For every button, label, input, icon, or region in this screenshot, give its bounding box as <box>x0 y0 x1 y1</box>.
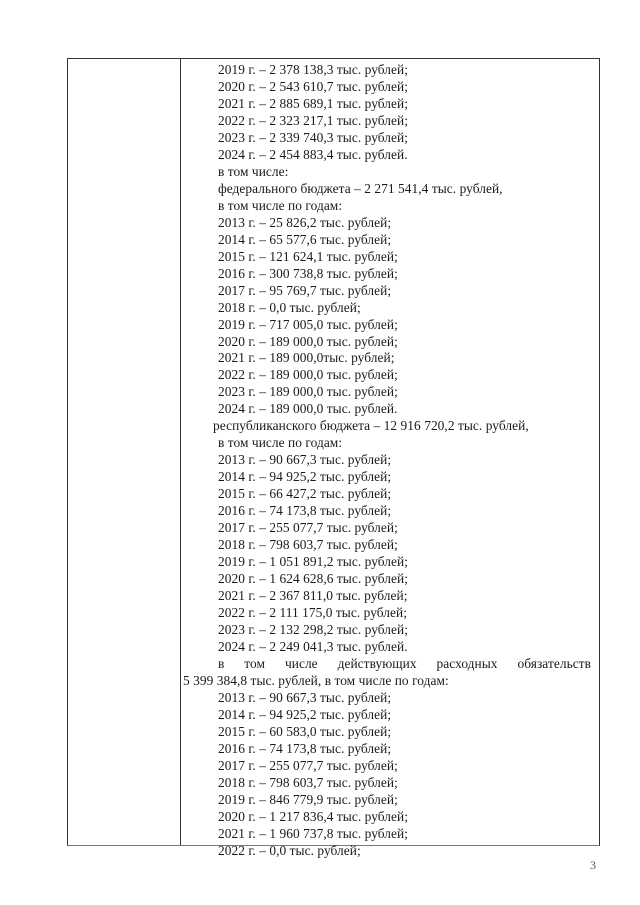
text-line: 2020 г. – 1 624 628,6 тыс. рублей; <box>218 571 409 587</box>
text-line: 2019 г. – 846 779,9 тыс. рублей; <box>218 791 398 807</box>
text-line: в том числе: <box>218 163 289 179</box>
text-line: 2022 г. – 2 323 217,1 тыс. рублей; <box>218 112 409 128</box>
text-line: 2015 г. – 60 583,0 тыс. рублей; <box>218 723 392 739</box>
text-line: республиканского бюджета – 12 916 720,2 тыс. рублей, <box>213 418 529 434</box>
text-line: 2014 г. – 94 925,2 тыс. рублей; <box>218 706 392 722</box>
text-line: 2023 г. – 2 339 740,3 тыс. рублей; <box>218 129 409 145</box>
text-line: 2017 г. – 95 769,7 тыс. рублей; <box>218 282 392 298</box>
text-line: 2017 г. – 255 077,7 тыс. рублей; <box>218 757 398 773</box>
text-line: 2013 г. – 90 667,3 тыс. рублей; <box>218 689 392 705</box>
text-line: 2019 г. – 2 378 138,3 тыс. рублей; <box>218 62 409 77</box>
text-line: 2013 г. – 90 667,3 тыс. рублей; <box>218 452 392 468</box>
text-line: 2021 г. – 1 960 737,8 тыс. рублей; <box>218 825 409 841</box>
text-line: 2022 г. – 0,0 тыс. рублей; <box>218 842 361 858</box>
column-divider <box>180 59 181 845</box>
text-line: 5 399 384,8 тыс. рублей, в том числе по годам: <box>183 672 449 688</box>
text-line: 2020 г. – 2 543 610,7 тыс. рублей; <box>218 78 409 94</box>
text-line: 2014 г. – 94 925,2 тыс. рублей; <box>218 469 392 485</box>
funding-text-cell <box>183 62 591 860</box>
text-line: 2016 г. – 74 173,8 тыс. рублей; <box>218 503 392 519</box>
text-line: 2018 г. – 798 603,7 тыс. рублей; <box>218 537 398 553</box>
text-line: 2019 г. – 717 005,0 тыс. рублей; <box>218 316 398 332</box>
text-line: 2023 г. – 189 000,0 тыс. рублей; <box>218 384 398 400</box>
text-line: в том числе по годам: <box>218 435 343 451</box>
text-line: 2014 г. – 65 577,6 тыс. рублей; <box>218 231 392 247</box>
text-line: 2017 г. – 255 077,7 тыс. рублей; <box>218 520 398 536</box>
text-line: 2019 г. – 1 051 891,2 тыс. рублей; <box>218 554 409 570</box>
text-line: 2015 г. – 121 624,1 тыс. рублей; <box>218 248 398 264</box>
text-line: 2022 г. – 189 000,0 тыс. рублей; <box>218 367 398 383</box>
text-line: 2018 г. – 0,0 тыс. рублей; <box>218 299 361 315</box>
text-line: 2024 г. – 2 249 041,3 тыс. рублей. <box>218 638 408 654</box>
text-line: 2023 г. – 2 132 298,2 тыс. рублей; <box>218 621 409 637</box>
text-line: 2015 г. – 66 427,2 тыс. рублей; <box>218 486 392 502</box>
text-line: 2013 г. – 25 826,2 тыс. рублей; <box>218 214 392 230</box>
text-line: 2020 г. – 189 000,0 тыс. рублей; <box>218 333 398 349</box>
text-line: в том числе по годам: <box>218 197 343 213</box>
text-line: 2024 г. – 2 454 883,4 тыс. рублей. <box>218 146 408 162</box>
text-line: 2021 г. – 2 367 811,0 тыс. рублей; <box>218 588 408 604</box>
text-line: 2020 г. – 1 217 836,4 тыс. рублей; <box>218 808 409 824</box>
text-line: 2021 г. – 189 000,0тыс. рублей; <box>218 350 395 366</box>
text-line: 2024 г. – 189 000,0 тыс. рублей. <box>218 401 398 417</box>
text-line: 2016 г. – 74 173,8 тыс. рублей; <box>218 740 392 756</box>
page-number: 3 <box>590 858 596 872</box>
text-line: федерального бюджета – 2 271 541,4 тыс. рублей, <box>218 180 503 196</box>
text-line: 2016 г. – 300 738,8 тыс. рублей; <box>218 265 398 281</box>
text-line: 2018 г. – 798 603,7 тыс. рублей; <box>218 774 398 790</box>
text-line: в том числе действующих расходных обязательств <box>218 655 591 671</box>
text-line: 2022 г. – 2 111 175,0 тыс. рублей; <box>218 605 408 620</box>
text-line: 2021 г. – 2 885 689,1 тыс. рублей; <box>218 95 409 111</box>
